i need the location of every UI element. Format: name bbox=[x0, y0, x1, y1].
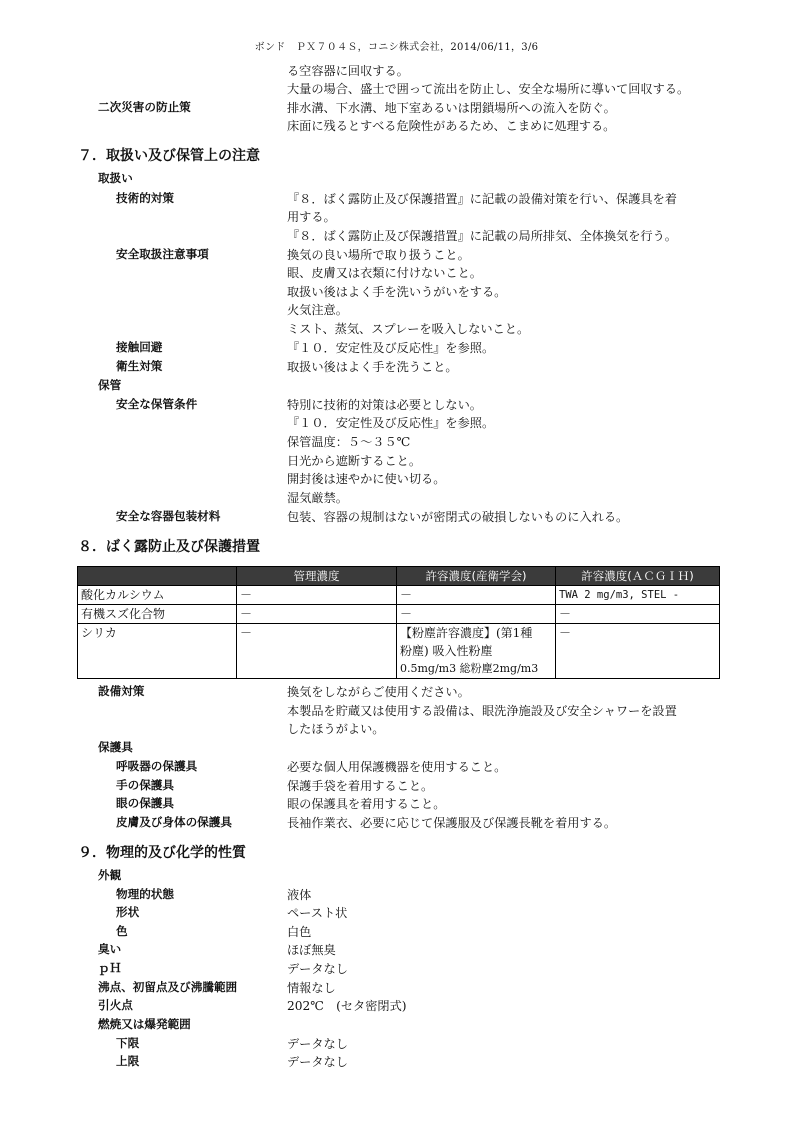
table-cell: － bbox=[397, 586, 556, 605]
text-line: 火気注意。 bbox=[287, 303, 348, 317]
text-line: 『８．ばく露防止及び保護措置』に記載の設備対策を行い、保護具を着 bbox=[287, 192, 677, 206]
text-line: 排水溝、下水溝、地下室あるいは閉鎖場所への流入を防ぐ。 bbox=[287, 101, 616, 115]
table-row bbox=[78, 624, 720, 679]
ph-value: データなし bbox=[287, 962, 348, 976]
text-line: 特別に技術的対策は必要としない。 bbox=[287, 398, 482, 412]
text-line: 大量の場合、盛土で囲って流出を防止し、安全な場所に導いて回収する。 bbox=[287, 82, 690, 96]
odor-label: 臭い bbox=[98, 942, 122, 956]
hand-label: 手の保護具 bbox=[116, 778, 174, 792]
table-cell: － bbox=[397, 605, 556, 624]
state-value: 液体 bbox=[287, 888, 312, 902]
text-line: 眼、皮膚又は衣類に付けないこと。 bbox=[287, 266, 482, 280]
form-value: ペースト状 bbox=[287, 906, 348, 920]
cell-line: 粉塵) 吸入性粉塵 bbox=[400, 644, 493, 658]
text-line: 換気をしながらご使用ください。 bbox=[287, 685, 470, 699]
skin-label: 皮膚及び身体の保護具 bbox=[116, 815, 232, 829]
flash-point-label: 引火点 bbox=[98, 998, 133, 1012]
substance-name: シリカ bbox=[78, 624, 237, 679]
respiratory-label: 呼吸器の保護具 bbox=[116, 759, 198, 773]
text-line: 本製品を貯蔵又は使用する設備は、眼洗浄施設及び安全シャワーを設置 bbox=[287, 704, 677, 718]
table-header: 管理濃度 bbox=[237, 567, 397, 586]
storage-label: 保管 bbox=[98, 378, 122, 392]
text-line: 保管温度：５～３５℃ bbox=[287, 435, 411, 449]
boiling-point-value: 情報なし bbox=[287, 981, 336, 995]
section-7-title: ７．取扱い及び保管上の注意 bbox=[78, 148, 260, 164]
exposure-limits-table bbox=[77, 566, 720, 679]
explosive-range-label: 燃焼又は爆発範囲 bbox=[98, 1017, 191, 1031]
color-value: 白色 bbox=[287, 925, 312, 939]
text-line: したほうがよい。 bbox=[287, 722, 385, 736]
upper-limit-value: データなし bbox=[287, 1055, 348, 1069]
page-header: ボンド ＰＸ７０４Ｓ，コニシ株式会社，2014/06/11，3/6 bbox=[254, 42, 539, 53]
table-header bbox=[78, 567, 237, 586]
section-9-title: ９．物理的及び化学的性質 bbox=[78, 845, 246, 861]
text-line: 取扱い後はよく手を洗いうがいをする。 bbox=[287, 285, 507, 299]
table-cell: － bbox=[556, 605, 720, 624]
boiling-point-label: 沸点、初留点及び沸騰範囲 bbox=[98, 980, 238, 994]
substance-name: 有機スズ化合物 bbox=[78, 605, 237, 624]
table-header: 許容濃度(産衛学会) bbox=[397, 567, 556, 586]
flash-point-value: 202℃ (セタ密閉式) bbox=[287, 999, 407, 1013]
text-line: る空容器に回収する。 bbox=[287, 64, 409, 78]
section-8-title: ８．ばく露防止及び保護措置 bbox=[78, 539, 260, 555]
text-line: 長袖作業衣、必要に応じて保護服及び保護長靴を着用する。 bbox=[287, 816, 617, 830]
ppe-label: 保護具 bbox=[98, 740, 133, 754]
table-cell: － bbox=[237, 624, 397, 679]
table-cell: － bbox=[556, 624, 720, 679]
text-line: ミスト、蒸気、スプレーを吸入しないこと。 bbox=[287, 322, 530, 336]
text-line: 包装、容器の規制はないが密閉式の破損しないものに入れる。 bbox=[287, 510, 629, 524]
packaging-label: 安全な容器包装材料 bbox=[116, 509, 221, 523]
table-cell: － bbox=[237, 605, 397, 624]
table-cell: － bbox=[237, 586, 397, 605]
text-line: 『８．ばく露防止及び保護措置』に記載の局所排気、全体換気を行う。 bbox=[287, 229, 677, 243]
table-cell: TWA 2 mg/m3, STEL - bbox=[556, 586, 720, 605]
technical-measures-label: 技術的対策 bbox=[116, 191, 174, 205]
safe-handling-label: 安全取扱注意事項 bbox=[116, 247, 209, 261]
text-line: 床面に残るとすべる危険性があるため、こまめに処理する。 bbox=[287, 119, 616, 133]
contact-avoid-label: 接触回避 bbox=[116, 340, 163, 354]
table-header-row bbox=[78, 567, 720, 586]
text-line: 眼の保護具を着用すること。 bbox=[287, 797, 446, 811]
text-line: 保護手袋を着用すること。 bbox=[287, 779, 434, 793]
text-line: 取扱い後はよく手を洗うこと。 bbox=[287, 360, 458, 374]
state-label: 物理的状態 bbox=[116, 887, 174, 901]
text-line: 用する。 bbox=[287, 210, 336, 224]
secondary-disaster-label: 二次災害の防止策 bbox=[98, 100, 191, 114]
appearance-label: 外観 bbox=[98, 868, 122, 882]
form-label: 形状 bbox=[116, 905, 140, 919]
storage-conditions-label: 安全な保管条件 bbox=[116, 397, 198, 411]
substance-name: 酸化カルシウム bbox=[78, 586, 237, 605]
odor-value: ほぼ無臭 bbox=[287, 943, 336, 957]
color-label: 色 bbox=[116, 924, 128, 938]
table-row bbox=[78, 605, 720, 624]
lower-limit-value: データなし bbox=[287, 1037, 348, 1051]
text-line: 『１０．安定性及び反応性』を参照。 bbox=[287, 416, 495, 430]
ph-label: ｐＨ bbox=[98, 961, 122, 975]
table-cell bbox=[397, 624, 556, 679]
text-line: 日光から遮断すること。 bbox=[287, 454, 422, 468]
cell-line: 0.5mg/m3 総粉塵2mg/m3 bbox=[400, 662, 539, 675]
text-line: 開封後は速やかに使い切る。 bbox=[287, 472, 446, 486]
lower-limit-label: 下限 bbox=[116, 1036, 140, 1050]
text-line: 必要な個人用保護機器を使用すること。 bbox=[287, 760, 507, 774]
equipment-label: 設備対策 bbox=[98, 684, 145, 698]
table-header: 許容濃度(ＡＣＧＩＨ) bbox=[556, 567, 720, 586]
eye-label: 眼の保護具 bbox=[116, 796, 174, 810]
table-row bbox=[78, 586, 720, 605]
upper-limit-label: 上限 bbox=[116, 1054, 140, 1068]
text-line: 湿気厳禁。 bbox=[287, 491, 348, 505]
hygiene-label: 衛生対策 bbox=[116, 359, 163, 373]
text-line: 換気の良い場所で取り扱うこと。 bbox=[287, 248, 470, 262]
handling-label: 取扱い bbox=[98, 171, 133, 185]
cell-line: 【粉塵許容濃度】(第1種 bbox=[400, 626, 533, 640]
text-line: 『１０．安定性及び反応性』を参照。 bbox=[287, 341, 495, 355]
